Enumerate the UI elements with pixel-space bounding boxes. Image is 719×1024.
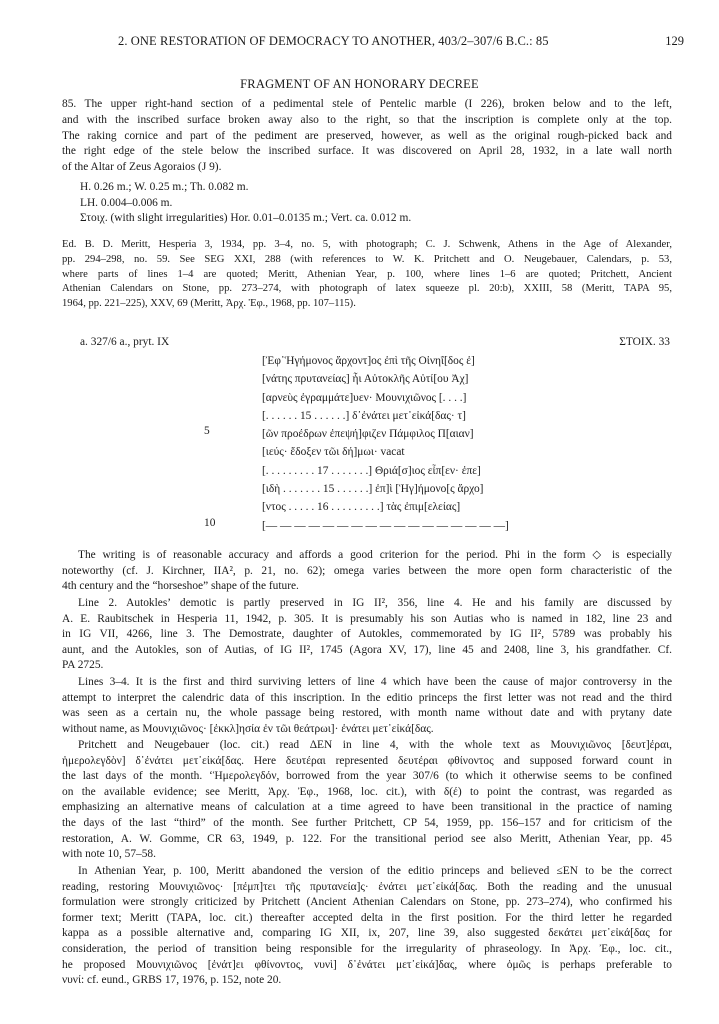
commentary-line: νυνί: cf. eund., GRBS 17, 1976, p. 152, note 20. [62, 974, 282, 987]
commentary-paragraph [62, 548, 672, 595]
commentary-line: restoration, A. W. Gomme, CR 63, 1949, p. 122. For the transitional period see also Meritt, Athenian Year, pp. 45 [62, 832, 672, 845]
commentary-line: In Athenian Year, p. 100, Meritt abandoned the version of the editio princeps and believed ≤ΕΝ to be the correct [78, 865, 672, 877]
bibliography-line: where parts of lines 1–4 are quoted; Meritt, Athenian Year, p. 100, where lines 1–6 are quoted; Pritchett, Ancient [62, 268, 672, 280]
inscription-line: [νάτης πρυτανείας] ἧι Αὐτοκλῆς Αὐτί[ου Ἀχ] [262, 373, 469, 386]
bibliography-line: 1964, pp. 221–225), XXV, 69 (Meritt, Ἀρχ. Ἐφ., 1968, pp. 107–115). [62, 298, 356, 310]
commentary-line: was seen as a certain nu, the whole passage being restored, with month name without date and with prytany date [62, 707, 672, 720]
commentary-line: the days of the last “third” of the month. See further Pritchett, CP 54, 1959, pp. 156–157 and for criticism of the [62, 816, 672, 829]
bibliography-line: Athenian Calendars on Stone, pp. 273–274, with photograph of latex squeeze pl. 20:b), XXIII, 58 (Meritt, TAPA 95, [62, 283, 672, 295]
measurements [80, 180, 411, 227]
description-line: 85. The upper right-hand section of a pedimental stele of Pentelic marble (I 226), broken below and to the left, [62, 98, 672, 110]
line-number: 5 [204, 425, 210, 437]
running-title: 2. ONE RESTORATION OF DEMOCRACY TO ANOTHER, 403/2–307/6 B.C.: 85 [118, 34, 549, 48]
commentary-line: with note 10, 57–58. [62, 848, 156, 861]
commentary-line: Line 2. Autokles’ demotic is partly preserved in IG II², 356, line 4. He and his family are discussed by [78, 597, 672, 609]
line-number: 10 [204, 517, 216, 529]
description-line: and with the inscribed surface broken away also to the right, so that the inscription is complete only at the top. [62, 113, 672, 126]
commentary-line: attempt to interpret the calendric data of this inscription. In the editio princeps the first letter was not read and the third [62, 691, 672, 704]
inscription-line: [— — — — — — — — — — — — — — — — —] [262, 519, 509, 532]
commentary-line: kappa as a possible alternative and, comparing IG XII, ix, 207, line 39, also suggested δεκάτει μετ᾿εἰκά[δας for [62, 927, 672, 940]
commentary-line: 4th century and the “horseshoe” shape of the future. [62, 580, 299, 593]
inscription-line: [ιεύς· ἔδοξεν τῶι δή]μωι· vacat [262, 446, 405, 459]
inscription-line: [. . . . . . 15 . . . . . .] δ᾿ἐνάτει μετ᾿εἰκά[δας· τ] [262, 409, 466, 422]
commentary-line: aunt, and the Autokles, son of Autias, of IG II², 1745 (Agora XV, 17), line 45 and 2408, line 3, his grandfather. Cf. [62, 643, 672, 656]
description-paragraph [62, 97, 672, 176]
commentary-line: ἡμερολεγδὸν] δ᾿ἐνάτει μετ᾿εἰκά[δας. Here δευτέραι represented δευτέραι φθίνοντος and supposed forward count in [62, 754, 672, 767]
commentary-line: the last days of the month. ‘Ἡμερολεγδόν, borrowed from the year 307/6 (to which it otherwise seems to be confined [62, 770, 672, 783]
stoich-label: ΣΤΟΙΧ. 33 [619, 336, 670, 348]
section-title: FRAGMENT OF AN HONORARY DECREE [240, 77, 479, 91]
bibliography [62, 238, 672, 312]
inscription-line: [ντος . . . . . 16 . . . . . . . . .] τὰς ἐπιμ[ελείας] [262, 501, 461, 514]
description-line: the right edge of the stele below the inscribed surface. It was discovered on April 28, 1932, in a late wall north [62, 145, 672, 158]
commentary-line: he proposed Μουνιχιῶνος [ἐνάτ]ει φθίνοντος, νυνὶ] δ᾿ἐνάτει μετ᾿εἰκά]δας, where ὁμῶς is perhaps preferable to [62, 958, 672, 971]
description-line: The raking cornice and part of the pediment are preserved, however, as well as the original rough-picked back and [62, 129, 672, 142]
commentary-line: on the available evidence; see Meritt, Ἀρχ. Ἐφ., 1968, loc. cit.), with δ(έ) to point the contrast, was regarded as [62, 785, 672, 798]
bibliography-line: Ed. B. D. Meritt, Hesperia 3, 1934, pp. 3–4, no. 5, with photograph; C. J. Schwenk, Athens in the Age of Alexander, [62, 239, 672, 250]
page-number: 129 [665, 34, 684, 48]
commentary-line: reading, restoring Μουνιχιῶνος· [πέμπ]τει τῆς πρυτανεία]ς· ἐνάτει μετ᾿εἰκά[δας. Both the reading and the unusual [62, 880, 672, 893]
commentary-line: noteworthy (cf. J. Kirchner, IIA², p. 21, no. 62); omega varies between the more open form characteristic of the [62, 564, 672, 577]
date-line: a. 327/6 a., pryt. IX [80, 336, 170, 348]
commentary-paragraph [62, 596, 672, 674]
measurement-line: H. 0.26 m.; W. 0.25 m.; Th. 0.082 m. [80, 181, 249, 193]
inscription-line: [αρνεὺς ἐγραμμάτε]υεν· Μουνιχιῶνος [. . . .] [262, 391, 467, 404]
commentary-line: formulation were strongly criticized by Pritchett (Ancient Athenian Calendars on Stone, pp. 273–274), who confirmed his [62, 896, 672, 909]
commentary-line: Pritchett and Neugebauer (loc. cit.) read ΔΕΝ in line 4, with the whole text as Μουνιχιῶνος [δευτ]έραι, [78, 739, 672, 751]
measurement-line: LH. 0.004–0.006 m. [80, 196, 173, 209]
commentary-line: former text; Meritt (TAPA, loc. cit.) thereafter accepted delta in the first position. For the third letter he regarded [62, 911, 672, 924]
description-line: of the Altar of Zeus Agoraios (J 9). [62, 161, 222, 174]
commentary-paragraph [62, 864, 672, 989]
commentary-line: without name, as Μουνιχιῶνος· [ἐκκλ]ησία ἐν τῶι θεάτρωι]· ἐνάτει μετ᾿εἰκά[δας. [62, 722, 434, 735]
inscription-line: [. . . . . . . . . 17 . . . . . . .] Θριά[σ]ιος εἶπ[εν· ἐπε] [262, 464, 481, 477]
bibliography-line: pp. 294–298, no. 59. See SEG XXI, 288 (with references to W. K. Pritchett and O. Neugebauer, Calendars, p. 53, [62, 253, 672, 265]
commentary-paragraph [62, 738, 672, 863]
commentary-line: consideration, the period of transition being responsible for the irregularity of phraseology. In Ἀρχ. Ἐφ., loc. cit., [62, 942, 672, 955]
commentary-line: Lines 3–4. It is the first and third surviving letters of line 4 which have been the cause of major controversy in the [78, 676, 672, 688]
commentary-line: emphasizing an alternative means of calculation at a time agreed to have been transitional in the practice of naming [62, 801, 672, 814]
inscription-text [262, 352, 509, 535]
inscription-line: [ιδὴ . . . . . . . 15 . . . . . .] ἐπ]ὶ [Ἡγ]ήμονο[ς ἄρχο] [262, 483, 484, 496]
measurement-line: Στοιχ. (with slight irregularities) Hor. 0.01–0.0135 m.; Vert. ca. 0.012 m. [80, 212, 412, 224]
commentary-line: PA 2725. [62, 659, 104, 672]
commentary-line: The writing is of reasonable accuracy and affords a good criterion for the period. Phi in the form ◇ is especially [78, 549, 672, 561]
inscription-line: [Ἐφ᾿Ἡγήμονος ἄρχοντ]ος ἐπὶ τῆς Οἰνηΐ[δος ἐ] [262, 355, 475, 367]
commentary-line: A. E. Raubitschek in Hesperia 11, 1942, p. 305. It is presumably his son Autias who is named in 182, line 23 and [62, 612, 672, 625]
inscription-line: [ῶν προέδρων ἐπεψή]φιζεν Πάμφιλος Π[αιαν] [262, 428, 474, 441]
commentary-paragraph [62, 675, 672, 737]
commentary-line: in IG VII, 4266, line 3. The Demostrate, daughter of Autokles, commemorated by IG II², 5789 was probably his [62, 628, 672, 641]
